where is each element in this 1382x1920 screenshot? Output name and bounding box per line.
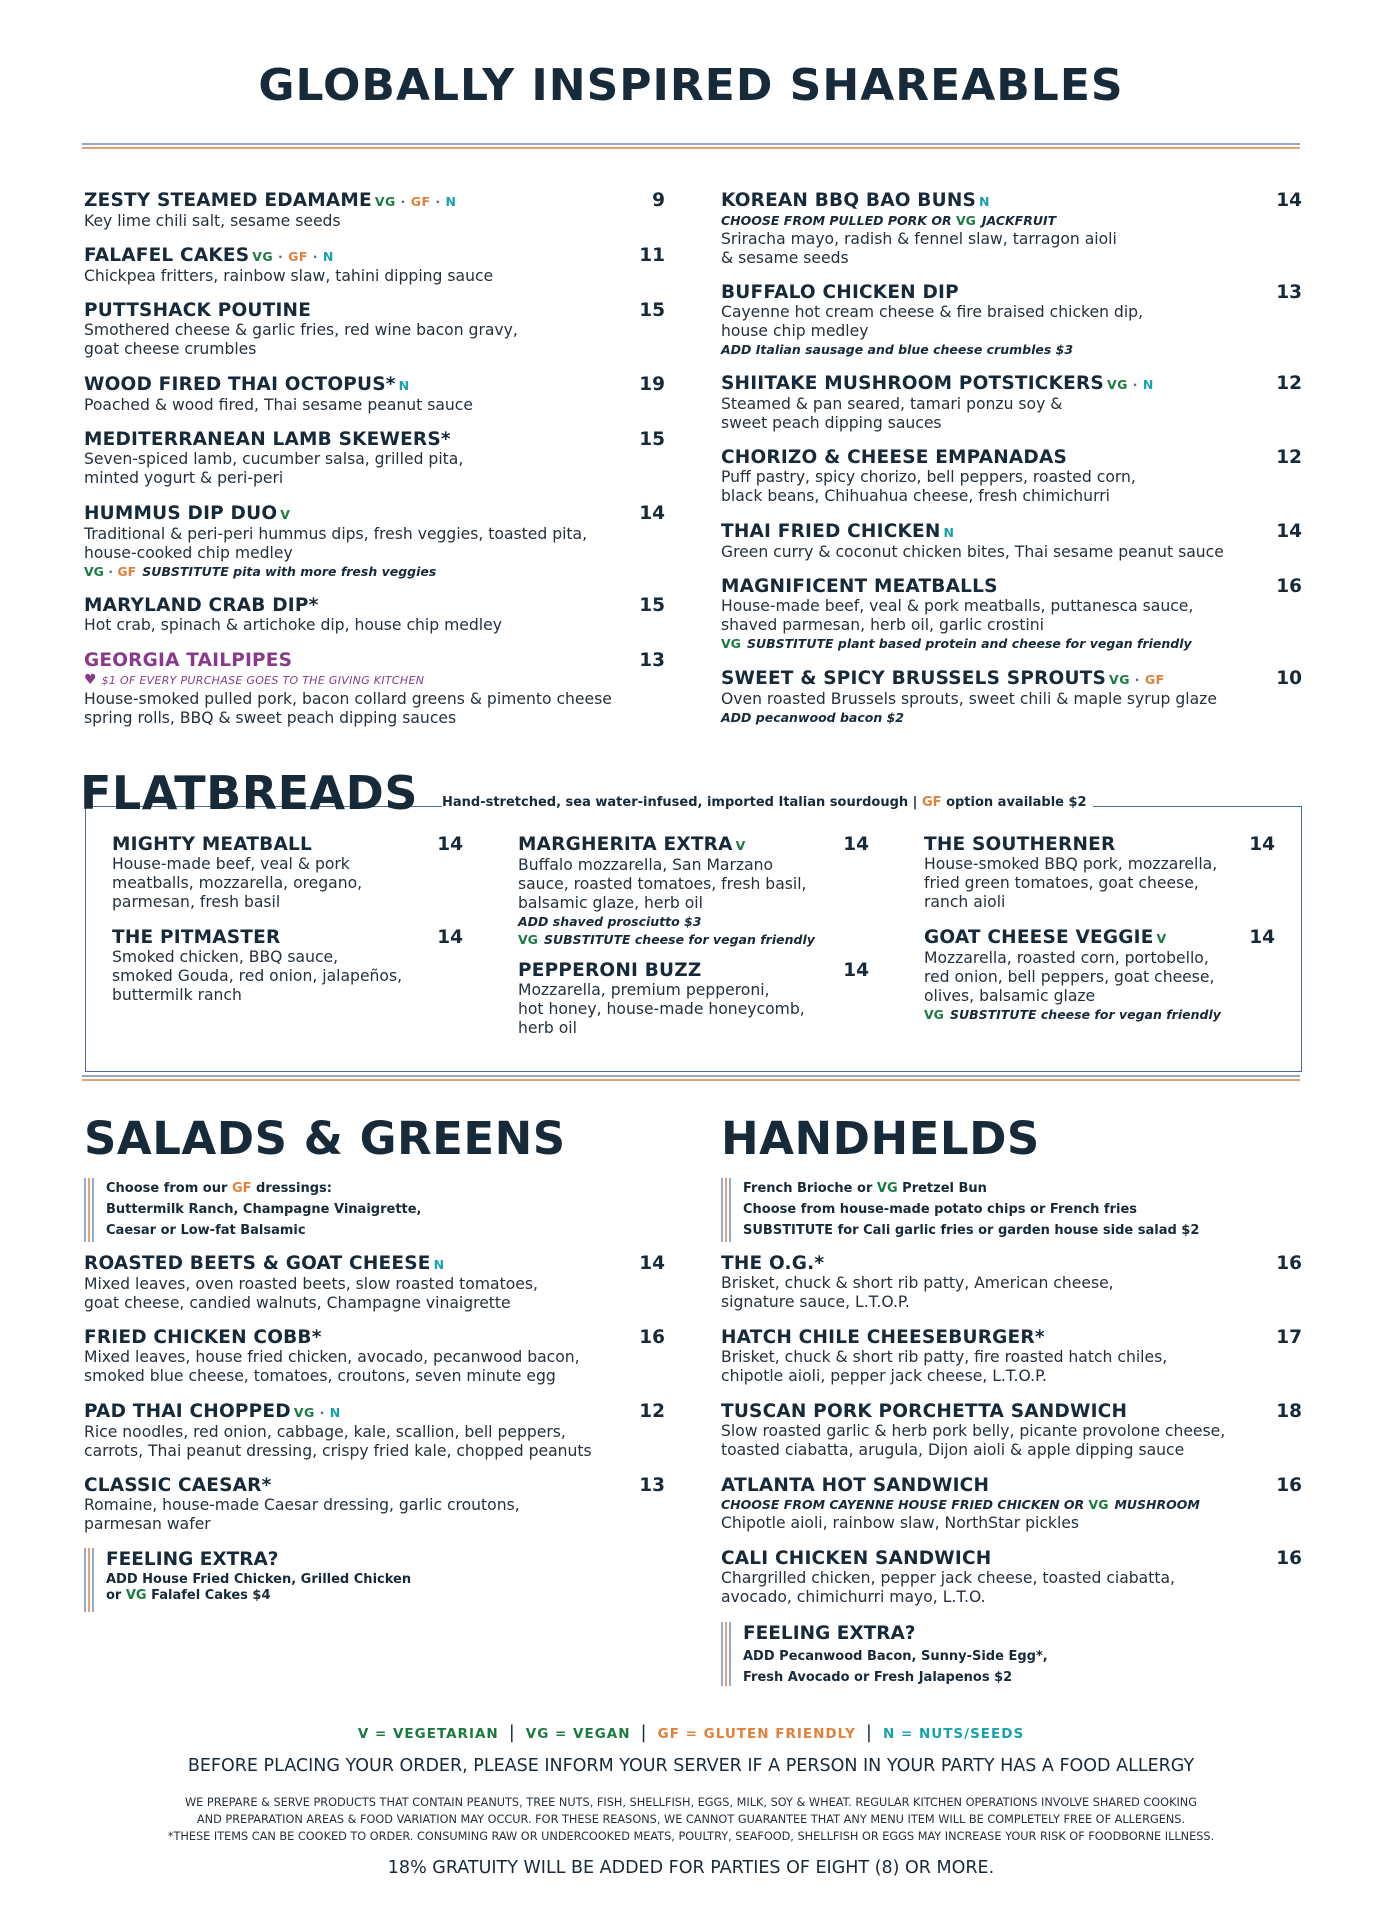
handhelds-title: HANDHELDS — [721, 1112, 1040, 1165]
menu-item — [84, 1475, 644, 1534]
diet-tags: VG · N — [1106, 377, 1154, 392]
item-price: 14 — [1276, 521, 1302, 542]
menu-item — [721, 373, 1261, 433]
item-name-text: GEORGIA TAILPIPES — [84, 650, 293, 671]
item-price: 16 — [1276, 1253, 1302, 1274]
item-description: hot honey, house-made honeycomb, — [518, 1000, 805, 1018]
salads-title: SALADS & GREENS — [84, 1112, 566, 1165]
callout-text: Fresh Avocado or Fresh Jalapenos $2 — [743, 1670, 1013, 1685]
flatbreads-subtitle — [442, 795, 1093, 810]
disclaimer-line: AND PREPARATION AREAS & FOOD VARIATION MAY OCCUR. FOR THESE REASONS, WE CANNOT GUARANTEE THAT ANY MENU ITEM WILL BE COMPLETELY FREE OF ALLERGENS. — [196, 1813, 1186, 1826]
menu-item — [84, 429, 644, 488]
item-name-text: THAI FRIED CHICKEN — [721, 521, 941, 542]
item-price: 15 — [639, 429, 665, 450]
item-name — [924, 927, 1254, 949]
item-price: 16 — [1276, 1548, 1302, 1569]
vg-tag: VG — [924, 1007, 944, 1022]
diet-tags — [1157, 931, 1167, 946]
vg-tag: VG — [293, 1405, 315, 1420]
gf-tag: GF — [921, 795, 942, 810]
flatbreads-subtitle-text: Hand-stretched, sea water-infused, imported Italian sourdough | — [442, 795, 918, 810]
menu-item — [721, 1475, 1261, 1533]
item-name — [84, 595, 644, 616]
item-description: herb oil — [518, 1019, 577, 1037]
item-name-text: MEDITERRANEAN LAMB SKEWERS* — [84, 429, 451, 450]
item-name — [721, 373, 1261, 395]
diet-tags — [924, 1007, 944, 1022]
note-text: SUBSTITUTE plant based protein and cheese for vegan friendly — [746, 636, 1192, 651]
item-price: 14 — [843, 834, 869, 855]
item-description: parmesan wafer — [84, 1515, 211, 1533]
n-tag: N — [398, 378, 410, 393]
item-description: Green curry & coconut chicken bites, Thai sesame peanut sauce — [721, 543, 1224, 561]
item-name — [721, 1253, 1261, 1274]
item-description: & sesame seeds — [721, 249, 849, 267]
item-name-text: WOOD FIRED THAI OCTOPUS* — [84, 374, 396, 395]
menu-item — [721, 521, 1261, 562]
item-name — [721, 282, 1261, 303]
gf-tag: GF — [288, 249, 308, 264]
diet-tags: VG · GF · N — [252, 249, 334, 264]
item-name-text: CHORIZO & CHEESE EMPANADAS — [721, 447, 1068, 468]
vg-tag: VG — [1109, 672, 1130, 687]
handhelds-bun-callout — [721, 1178, 1199, 1242]
item-price: 14 — [437, 927, 463, 948]
item-name-text: THE SOUTHERNER — [924, 834, 1116, 855]
item-price: 15 — [639, 300, 665, 321]
menu-item — [721, 1401, 1261, 1460]
note-text: SUBSTITUTE cheese for vegan friendly — [543, 932, 815, 947]
item-description: meatballs, mozzarella, oregano, — [112, 874, 363, 892]
item-name-text: SWEET & SPICY BRUSSELS SPROUTS — [721, 668, 1107, 689]
item-name — [84, 1327, 644, 1348]
diet-tags: VG · N — [293, 1405, 341, 1420]
item-name — [721, 576, 1261, 597]
diet-tags — [944, 525, 955, 540]
item-price: 13 — [1276, 282, 1302, 303]
item-name-text: HUMMUS DIP DUO — [84, 503, 278, 524]
item-description: parmesan, fresh basil — [112, 893, 281, 911]
item-description: Seven-spiced lamb, cucumber salsa, grilled pita, — [84, 450, 464, 468]
item-description: Chickpea fritters, rainbow slaw, tahini dipping sauce — [84, 267, 494, 285]
item-description: sauce, roasted tomatoes, fresh basil, — [518, 875, 807, 893]
item-description: Mozzarella, roasted corn, portobello, — [924, 949, 1209, 967]
item-name — [721, 1327, 1261, 1348]
item-description: balsamic glaze, herb oil — [518, 894, 703, 912]
v-tag: V — [735, 838, 746, 853]
n-tag: N — [943, 525, 955, 540]
item-description: House-made beef, veal & pork — [112, 855, 350, 873]
vg-tag: VG — [374, 194, 396, 209]
item-note — [721, 709, 1261, 727]
item-description: house chip medley — [721, 322, 869, 340]
item-name — [84, 300, 644, 321]
item-price: 11 — [639, 245, 665, 266]
item-description: chipotle aioli, pepper jack cheese, L.T.O.P. — [721, 1367, 1048, 1385]
item-description: signature sauce, L.T.O.P. — [721, 1293, 910, 1311]
menu-item — [721, 576, 1261, 653]
note-text: ADD shaved prosciutto $3 — [518, 914, 702, 929]
item-description: House-smoked pulled pork, bacon collard greens & pimento cheese — [84, 690, 612, 708]
page-title: GLOBALLY INSPIRED SHAREABLES — [258, 60, 1124, 111]
item-description: Buffalo mozzarella, San Marzano — [518, 856, 774, 874]
item-description: Puff pastry, spicy chorizo, bell peppers, roasted corn, — [721, 468, 1136, 486]
vg-tag: VG — [955, 213, 976, 228]
item-name-text: FALAFEL CAKES — [84, 245, 250, 266]
item-name — [84, 650, 644, 671]
legend-item: GF = GLUTEN FRIENDLY — [657, 1726, 856, 1742]
handhelds-feeling-extra — [721, 1622, 1048, 1686]
item-name — [84, 374, 644, 396]
item-description: sweet peach dipping sauces — [721, 414, 942, 432]
callout-text: Choose from house-made potato chips or French fries — [743, 1202, 1138, 1217]
menu-item — [721, 1548, 1261, 1607]
item-description: Poached & wood fired, Thai sesame peanut sauce — [84, 396, 473, 414]
diet-tags: VG · GF · N — [374, 194, 457, 209]
gratuity-notice: 18% GRATUITY WILL BE ADDED FOR PARTIES OF EIGHT (8) OR MORE. — [387, 1858, 995, 1878]
item-description: Slow roasted garlic & herb pork belly, picante provolone cheese, — [721, 1422, 1226, 1440]
item-description: carrots, Thai peanut dressing, crispy fried kale, chopped peanuts — [84, 1442, 592, 1460]
menu-item — [721, 668, 1261, 727]
callout-text: Buttermilk Ranch, Champagne Vinaigrette, — [106, 1202, 422, 1217]
callout-text: Caesar or Low-fat Balsamic — [106, 1223, 306, 1238]
item-description: Smoked chicken, BBQ sauce, — [112, 948, 339, 966]
item-name — [518, 960, 848, 981]
vg-tag: VG — [84, 564, 104, 579]
item-description: Hot crab, spinach & artichoke dip, house chip medley — [84, 616, 502, 634]
item-note — [518, 931, 848, 949]
feeling-extra-heading: FEELING EXTRA? — [106, 1549, 279, 1570]
item-name — [721, 1475, 1261, 1496]
menu-item — [84, 650, 644, 728]
item-name-text: ROASTED BEETS & GOAT CHEESE — [84, 1253, 431, 1274]
item-name-text: ZESTY STEAMED EDAMAME — [84, 190, 372, 211]
item-name-text: MAGNIFICENT MEATBALLS — [721, 576, 998, 597]
flatbreads-title: FLATBREADS — [80, 766, 418, 820]
salads-dressing-callout — [84, 1178, 422, 1242]
item-name-text: PEPPERONI BUZZ — [518, 960, 702, 981]
item-price: 12 — [639, 1401, 665, 1422]
item-price: 14 — [639, 503, 665, 524]
diet-tags — [280, 507, 290, 522]
note-text: CHOOSE FROM CAYENNE HOUSE FRIED CHICKEN OR — [721, 1497, 1085, 1512]
menu-item — [721, 447, 1261, 506]
menu-item — [84, 300, 644, 359]
legend-item: VG = VEGAN — [525, 1726, 631, 1742]
menu-item — [721, 1327, 1261, 1386]
item-name — [112, 834, 442, 855]
item-description: ranch aioli — [924, 893, 1006, 911]
item-description: toasted ciabatta, arugula, Dijon aioli & apple dipping sauce — [721, 1441, 1185, 1459]
vg-tag: VG — [876, 1181, 898, 1196]
item-description: black beans, Chihuahua cheese, fresh chimichurri — [721, 487, 1110, 505]
item-price: 14 — [437, 834, 463, 855]
item-price: 14 — [1276, 190, 1302, 211]
item-name-text: MIGHTY MEATBALL — [112, 834, 312, 855]
item-description: Oven roasted Brussels sprouts, sweet chili & maple syrup glaze — [721, 690, 1217, 708]
menu-item — [721, 190, 1261, 268]
item-name-text: PAD THAI CHOPPED — [84, 1401, 291, 1422]
feeling-extra-heading: FEELING EXTRA? — [743, 1623, 916, 1644]
item-name-text: CALI CHICKEN SANDWICH — [721, 1548, 992, 1569]
v-tag: V — [1156, 931, 1167, 946]
item-description: Romaine, house-made Caesar dressing, garlic croutons, — [84, 1496, 520, 1514]
item-description: spring rolls, BBQ & sweet peach dipping sauces — [84, 709, 457, 727]
note-text: JACKFRUIT — [981, 213, 1057, 228]
item-description: house-cooked chip medley — [84, 544, 293, 562]
item-name-text: FRIED CHICKEN COBB* — [84, 1327, 322, 1348]
flatbreads-subtitle-price: option available $2 — [946, 795, 1087, 810]
item-price: 19 — [639, 374, 665, 395]
note-text: SUBSTITUTE cheese for vegan friendly — [949, 1007, 1221, 1022]
menu-item — [924, 927, 1254, 1024]
diet-tags — [399, 378, 410, 393]
item-description: olives, balsamic glaze — [924, 987, 1096, 1005]
item-description: House-smoked BBQ pork, mozzarella, — [924, 855, 1218, 873]
item-description: fried green tomatoes, goat cheese, — [924, 874, 1199, 892]
item-price: 14 — [1249, 834, 1275, 855]
callout-text: dressings: — [256, 1181, 332, 1196]
item-name-text: GOAT CHEESE VEGGIE — [924, 927, 1154, 948]
callout-text: Pretzel Bun — [902, 1181, 987, 1196]
item-description: buttermilk ranch — [112, 986, 242, 1004]
item-name-text: KOREAN BBQ BAO BUNS — [721, 190, 977, 211]
item-description: avocado, chimichurri mayo, L.T.O. — [721, 1588, 986, 1606]
menu-item — [84, 374, 644, 415]
n-tag: N — [445, 194, 457, 209]
item-name — [721, 521, 1261, 543]
item-description: shaved parmesan, herb oil, garlic crostini — [721, 616, 1044, 634]
menu-item — [721, 282, 1261, 359]
item-name — [924, 834, 1254, 855]
item-name-text: ATLANTA HOT SANDWICH — [721, 1475, 990, 1496]
item-description: Cayenne hot cream cheese & fire braised chicken dip, — [721, 303, 1144, 321]
vg-tag: VG — [252, 249, 274, 264]
item-name — [84, 245, 644, 267]
item-name — [84, 1253, 644, 1275]
note-text: MUSHROOM — [1114, 1497, 1200, 1512]
item-description: Steamed & pan seared, tamari ponzu soy & — [721, 395, 1063, 413]
item-name — [112, 927, 442, 948]
item-name — [84, 503, 644, 525]
callout-text: ADD Pecanwood Bacon, Sunny-Side Egg*, — [743, 1649, 1048, 1664]
disclaimer-line: WE PREPARE & SERVE PRODUCTS THAT CONTAIN PEANUTS, TREE NUTS, FISH, SHELLFISH, EGGS, MILK, SOY & WHEAT. REGULAR KITCHEN OPERATIONS INVOLVE SHARED COOKING — [184, 1796, 1198, 1809]
item-name — [721, 1401, 1261, 1422]
item-price: 17 — [1276, 1327, 1302, 1348]
callout-text: Falafel Cakes $4 — [151, 1588, 271, 1603]
diet-tags: VG · GF — [84, 564, 137, 579]
menu-item — [721, 1253, 1261, 1312]
item-name-text: MARGHERITA EXTRA — [518, 834, 733, 855]
item-description: Sriracha mayo, radish & fennel slaw, tarragon aioli — [721, 230, 1117, 248]
item-note — [84, 563, 644, 581]
n-tag: N — [1142, 377, 1154, 392]
vg-tag: VG — [1106, 377, 1128, 392]
item-description: red onion, bell peppers, goat cheese, — [924, 968, 1215, 986]
vg-tag: VG — [721, 636, 741, 651]
item-name-text: MARYLAND CRAB DIP* — [84, 595, 319, 616]
gf-tag: GF — [410, 194, 431, 209]
item-description: smoked blue cheese, tomatoes, croutons, seven minute egg — [84, 1367, 556, 1385]
item-price: 16 — [1276, 1475, 1302, 1496]
divider-flatbreads — [82, 1075, 1300, 1082]
item-name-text: SHIITAKE MUSHROOM POTSTICKERS — [721, 373, 1104, 394]
item-description: Rice noodles, red onion, cabbage, kale, scallion, bell peppers, — [84, 1423, 566, 1441]
heart-icon: ♥ — [84, 672, 102, 688]
menu-item — [924, 834, 1254, 912]
vg-tag: VG — [1088, 1497, 1109, 1512]
menu-item — [518, 960, 848, 1038]
item-price: 14 — [843, 960, 869, 981]
salads-feeling-extra — [84, 1548, 411, 1612]
item-name — [721, 447, 1261, 468]
item-name — [721, 1548, 1261, 1569]
note-text: CHOOSE FROM PULLED PORK OR — [721, 213, 952, 228]
item-name — [721, 668, 1261, 690]
item-name-text: THE PITMASTER — [112, 927, 281, 948]
item-description: Mixed leaves, oven roasted beets, slow roasted tomatoes, — [84, 1275, 538, 1293]
item-description: House-made beef, veal & pork meatballs, puttanesca sauce, — [721, 597, 1194, 615]
item-name-text: HATCH CHILE CHEESEBURGER* — [721, 1327, 1045, 1348]
item-note — [721, 635, 1261, 653]
item-description: smoked Gouda, red onion, jalapeños, — [112, 967, 403, 985]
menu-item — [84, 1327, 644, 1386]
diet-tags — [979, 194, 990, 209]
item-price: 12 — [1276, 447, 1302, 468]
vg-tag: VG — [518, 932, 538, 947]
item-name-text: THE O.G.* — [721, 1253, 825, 1274]
item-description: Chargrilled chicken, pepper jack cheese, toasted ciabatta, — [721, 1569, 1175, 1587]
item-description: Traditional & peri-peri hummus dips, fresh veggies, toasted pita, — [84, 525, 588, 543]
disclaimer-line: *THESE ITEMS CAN BE COOKED TO ORDER. CONSUMING RAW OR UNDERCOOKED MEATS, POULTRY, SEAFOOD, SHELLFISH OR EGGS MAY INCREASE YOUR RISK OF FOODBORNE ILLNESS. — [167, 1830, 1215, 1843]
item-name-text: TUSCAN PORK PORCHETTA SANDWICH — [721, 1401, 1128, 1422]
item-name — [721, 190, 1261, 212]
note-text: SUBSTITUTE pita with more fresh veggies — [142, 564, 437, 579]
callout-text: Choose from our — [106, 1181, 228, 1196]
allergen-disclaimer — [0, 1794, 1382, 1845]
item-name — [84, 190, 644, 212]
item-price: 13 — [639, 650, 665, 671]
item-description: Chipotle aioli, rainbow slaw, NorthStar pickles — [721, 1514, 1079, 1532]
callout-text: ADD House Fried Chicken, Grilled Chicken — [106, 1572, 412, 1587]
item-price: 10 — [1276, 668, 1302, 689]
item-description: Mixed leaves, house fried chicken, avocado, pecanwood bacon, — [84, 1348, 580, 1366]
item-name-text: BUFFALO CHICKEN DIP — [721, 282, 959, 303]
callout-text: French Brioche or — [743, 1181, 873, 1196]
divider-top — [82, 143, 1300, 150]
item-price: 9 — [652, 190, 665, 211]
item-description: Brisket, chuck & short rib patty, fire roasted hatch chiles, — [721, 1348, 1168, 1366]
menu-item — [84, 245, 644, 286]
gf-tag: GF — [231, 1181, 252, 1196]
diet-tags — [721, 636, 741, 651]
v-tag: V — [280, 507, 291, 522]
menu-item — [84, 1253, 644, 1313]
menu-item — [84, 190, 644, 231]
item-name — [84, 429, 644, 450]
item-note — [518, 913, 848, 931]
item-description: Smothered cheese & garlic fries, red wine bacon gravy, — [84, 321, 518, 339]
item-description: Key lime chili salt, sesame seeds — [84, 212, 341, 230]
item-choice-note — [721, 212, 1261, 230]
n-tag: N — [322, 249, 334, 264]
item-price: 13 — [639, 1475, 665, 1496]
gf-tag: GF — [1144, 672, 1165, 687]
legend-item: N = NUTS/SEEDS — [882, 1726, 1025, 1742]
diet-tags — [434, 1257, 445, 1272]
vg-tag: VG — [125, 1588, 147, 1603]
menu-item — [112, 927, 442, 1005]
item-description: Brisket, chuck & short rib patty, American cheese, — [721, 1274, 1114, 1292]
giving-text: $1 OF EVERY PURCHASE GOES TO THE GIVING KITCHEN — [101, 674, 425, 687]
item-price: 14 — [639, 1253, 665, 1274]
item-choice-note — [721, 1496, 1261, 1514]
diet-tags: VG · GF — [1109, 672, 1165, 687]
item-note — [721, 341, 1261, 359]
item-name-text: CLASSIC CAESAR* — [84, 1475, 272, 1496]
item-price: 16 — [1276, 576, 1302, 597]
item-price: 14 — [1249, 927, 1275, 948]
item-price: 12 — [1276, 373, 1302, 394]
allergy-notice: BEFORE PLACING YOUR ORDER, PLEASE INFORM YOUR SERVER IF A PERSON IN YOUR PARTY HAS A FOOD ALLERGY — [187, 1756, 1195, 1776]
item-name — [84, 1401, 644, 1423]
menu-item — [84, 1401, 644, 1461]
item-name — [84, 1475, 644, 1496]
gf-tag: GF — [117, 564, 137, 579]
diet-tags — [736, 838, 746, 853]
callout-text: SUBSTITUTE for Cali garlic fries or garden house side salad $2 — [743, 1223, 1200, 1238]
item-description: minted yogurt & peri-peri — [84, 469, 284, 487]
menu-item — [112, 834, 442, 912]
menu-item — [518, 834, 848, 949]
note-text: ADD pecanwood bacon $2 — [721, 710, 904, 725]
n-tag: N — [433, 1257, 445, 1272]
item-name-text: PUTTSHACK POUTINE — [84, 300, 312, 321]
item-price: 18 — [1276, 1401, 1302, 1422]
menu-item — [84, 503, 644, 581]
legend-item: V = VEGETARIAN — [357, 1726, 499, 1742]
menu-item — [84, 595, 644, 635]
item-name — [518, 834, 848, 856]
item-description: Mozzarella, premium pepperoni, — [518, 981, 770, 999]
giving-kitchen-note — [84, 671, 644, 690]
item-description: goat cheese crumbles — [84, 340, 257, 358]
item-price: 15 — [639, 595, 665, 616]
n-tag: N — [329, 1405, 341, 1420]
dietary-legend: V = VEGETARIAN | VG = VEGAN | GF = GLUTEN FRIENDLY | N = NUTS/SEEDS — [357, 1722, 1025, 1743]
note-text: ADD Italian sausage and blue cheese crumbles $3 — [721, 342, 1074, 357]
n-tag: N — [979, 194, 991, 209]
item-price: 16 — [639, 1327, 665, 1348]
item-note — [924, 1006, 1254, 1024]
item-description: goat cheese, candied walnuts, Champagne vinaigrette — [84, 1294, 511, 1312]
callout-text: or — [106, 1588, 122, 1603]
